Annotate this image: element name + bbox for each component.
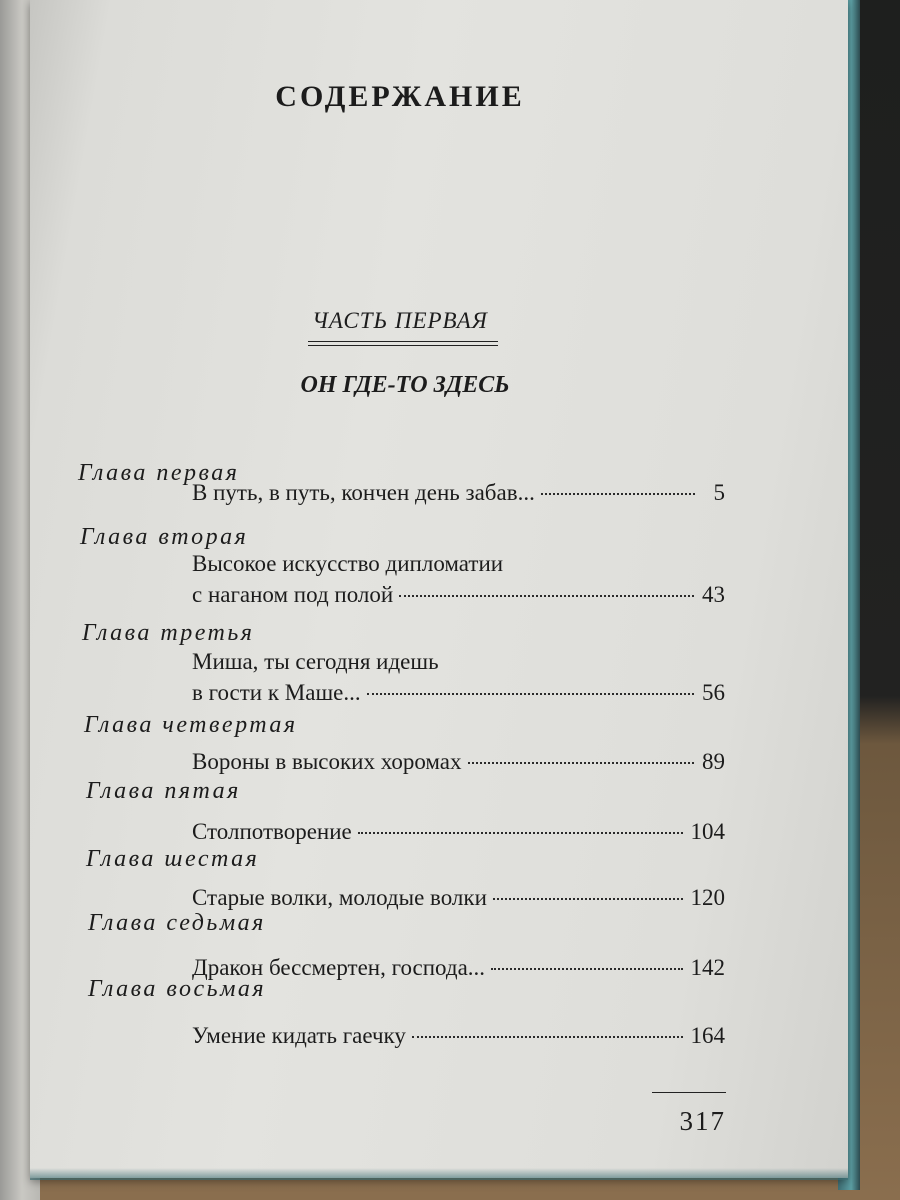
- toc-entry-title: Умение кидать гаечку: [192, 1023, 406, 1048]
- toc-entry-6[interactable]: [192, 882, 725, 913]
- dot-leader: [412, 1036, 683, 1038]
- toc-entry-page: 104: [690, 819, 725, 844]
- chapter-heading-1: Глава первая: [78, 460, 240, 486]
- toc-entry-2[interactable]: [192, 548, 725, 610]
- dot-leader: [399, 595, 694, 597]
- page-title: СОДЕРЖАНИЕ: [275, 80, 525, 113]
- toc-entry-title: В путь, в путь, кончен день забав...: [192, 480, 535, 505]
- dot-leader: [491, 968, 682, 970]
- part-title: ОН ГДЕ-ТО ЗДЕСЬ: [300, 372, 510, 398]
- chapter-heading-6: Глава шестая: [86, 846, 260, 872]
- chapter-heading-4: Глава четвертая: [84, 712, 298, 738]
- chapter-heading-2: Глава вторая: [80, 524, 249, 550]
- dot-leader: [468, 762, 694, 764]
- toc-entry-3[interactable]: [192, 646, 725, 708]
- toc-entry-page: 5: [713, 480, 725, 505]
- toc-entry-title: с наганом под полой: [192, 582, 394, 607]
- toc-entry-page: 142: [690, 955, 725, 980]
- toc-entry-page: 120: [690, 885, 725, 910]
- book-page: [30, 0, 848, 1178]
- toc-entry-title: Столпотворение: [192, 819, 352, 844]
- toc-entry-page: 56: [702, 680, 725, 705]
- toc-entry-page: 164: [690, 1023, 725, 1048]
- dot-leader: [358, 832, 683, 834]
- dot-leader: [367, 693, 694, 695]
- toc-entry-7[interactable]: [192, 952, 725, 983]
- toc-entry-title: Дракон бессмертен, господа...: [192, 955, 486, 980]
- toc-entry-title: Старые волки, молодые волки: [192, 885, 487, 910]
- page-bottom-edge: [30, 1168, 848, 1180]
- toc-entry-title-line: Высокое искусство дипломатии: [192, 551, 504, 576]
- toc-entry-title-line: Миша, ты сегодня идешь: [192, 649, 439, 674]
- toc-entry-title: в гости к Маше...: [192, 680, 361, 705]
- chapter-heading-5: Глава пятая: [86, 778, 241, 804]
- toc-entry-8[interactable]: [192, 1020, 725, 1051]
- part-double-rule: [308, 341, 498, 346]
- chapter-heading-7: Глава седьмая: [88, 910, 266, 936]
- toc-entry-page: 89: [702, 749, 725, 774]
- chapter-heading-8: Глава восьмая: [88, 976, 267, 1002]
- footer-rule: [652, 1092, 726, 1093]
- toc-entry-4[interactable]: [192, 746, 725, 777]
- toc-entry-page: 43: [702, 582, 725, 607]
- toc-entry-5[interactable]: [192, 816, 725, 847]
- toc-entry-title: Вороны в высоких хоромах: [192, 749, 462, 774]
- dot-leader: [541, 493, 695, 495]
- dot-leader: [493, 898, 683, 900]
- part-label: ЧАСТЬ ПЕРВАЯ: [312, 308, 488, 333]
- toc-entry-1[interactable]: [192, 477, 725, 508]
- chapter-heading-3: Глава третья: [82, 620, 255, 646]
- page-number: 317: [679, 1106, 726, 1136]
